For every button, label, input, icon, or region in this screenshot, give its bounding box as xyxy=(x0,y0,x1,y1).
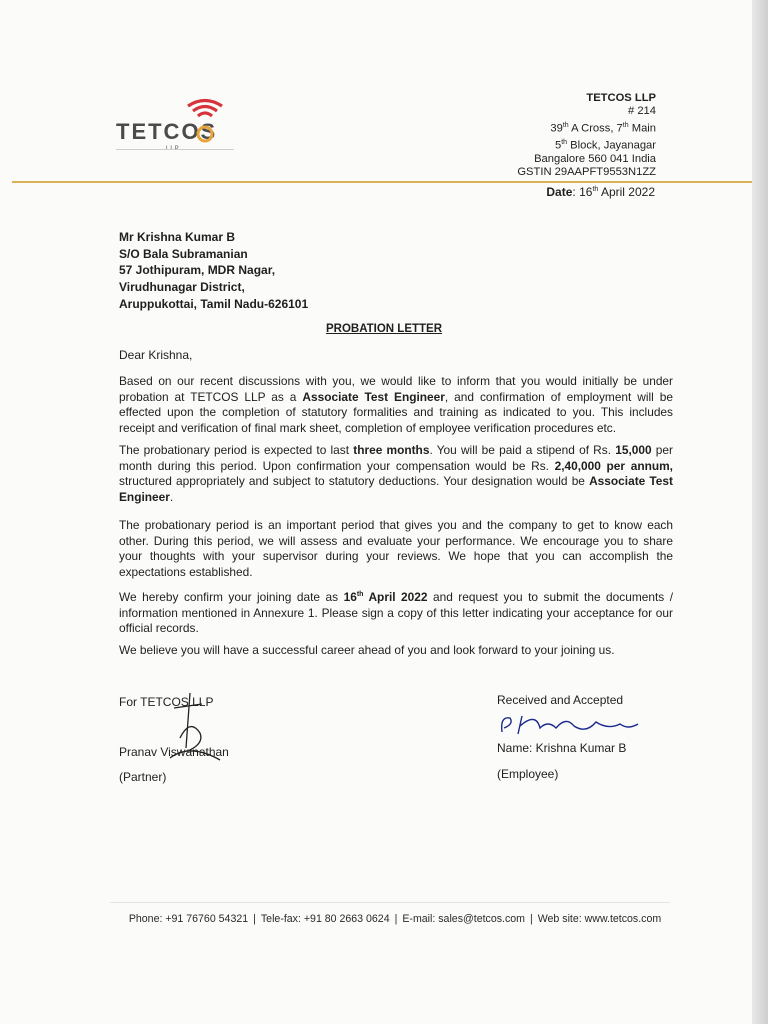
company-logo xyxy=(116,96,236,160)
address-line-4: Bangalore 560 041 India xyxy=(534,152,656,165)
salutation: Dear Krishna, xyxy=(119,348,193,362)
paragraph-2: The probationary period is expected to last three months. You will be paid a stipend of Rs. 15,000 per month during this period. Upon confirmation your compensation would be Rs. 2,40,000 per annum, structured appropriately and subject to statutory deductions. Your designation would be Associate Test Engineer. xyxy=(119,443,673,504)
footer-phone: Phone: +91 76760 54321 xyxy=(128,913,249,925)
addressee-line: 57 Jothipuram, MDR Nagar, xyxy=(119,263,276,278)
paragraph-4: We hereby confirm your joining date as 16th April 2022 and request you to submit the documents / information mentioned in Annexure 1. Please sign a copy of this letter indicating your acceptance for our official records. xyxy=(119,589,673,636)
address-line-1: # 214 xyxy=(628,105,656,118)
received-accepted: Received and Accepted xyxy=(497,693,624,707)
company-name: TETCOS LLP xyxy=(586,92,656,104)
footer-divider xyxy=(110,902,670,903)
addressee-line: S/O Bala Subramanian xyxy=(119,246,248,261)
addressee-line: Aruppukottai, Tamil Nadu-626101 xyxy=(119,296,309,311)
addressee-name: Mr Krishna Kumar B xyxy=(119,230,236,244)
scan-edge xyxy=(752,0,768,1024)
paragraph-3: The probationary period is an important period that gives you and the company to get to know each other. During this period, we will assess and evaluate your performance. We encourage you to share your thoughts with your supervisor during your reviews. We hope that you can accomplish the expectations established. xyxy=(119,518,673,579)
addressee-block xyxy=(119,229,308,313)
employee-name: Name: Krishna Kumar B xyxy=(497,741,627,755)
company-address xyxy=(517,92,656,179)
footer-website: Web site: www.tetcos.com xyxy=(537,913,662,925)
signature-scribble-icon xyxy=(496,710,656,742)
header-divider xyxy=(12,181,752,183)
address-line-2: 39th A Cross, 7th Main xyxy=(550,121,656,135)
footer-email: E-mail: sales@tetcos.com xyxy=(402,913,525,925)
logo-o-mark-icon xyxy=(195,124,215,144)
signatory-name: Pranav Viswanathan xyxy=(119,745,229,759)
paragraph-5: We believe you will have a successful career ahead of you and look forward to your joining us. xyxy=(119,643,615,657)
footer-fax: Tele-fax: +91 80 2663 0624 xyxy=(260,913,390,925)
footer-contact: Phone: +91 76760 54321 | Tele-fax: +91 80 2663 0624 | E-mail: sales@tetcos.com | Web site: www.tetcos.com xyxy=(128,913,662,925)
logo-underline xyxy=(116,149,234,150)
employee-signature xyxy=(496,710,656,742)
letter-date: Date: 16th April 2022 xyxy=(546,185,655,199)
letter-subject: PROBATION LETTER xyxy=(325,323,443,335)
for-company: For TETCOS LLP xyxy=(119,695,214,709)
signatory-role: (Partner) xyxy=(119,770,167,784)
logo-wordmark: TETCOS xyxy=(116,119,218,144)
gstin: GSTIN 29AAPFT9553N1ZZ xyxy=(517,165,656,178)
address-line-3: 5th Block, Jayanagar xyxy=(554,138,656,152)
employee-role: (Employee) xyxy=(497,767,559,781)
paragraph-1: Based on our recent discussions with you, we would like to inform that you would initially be under probation at TETCOS LLP as a Associate Test Engineer, and confirmation of employment will be effected upon the completion of statutory formalities and training as indicated to you. This includes receipt and verification of final mark sheet, completion of employee verification procedures etc. xyxy=(119,374,673,435)
addressee-line: Virudhunagar District, xyxy=(119,280,245,295)
